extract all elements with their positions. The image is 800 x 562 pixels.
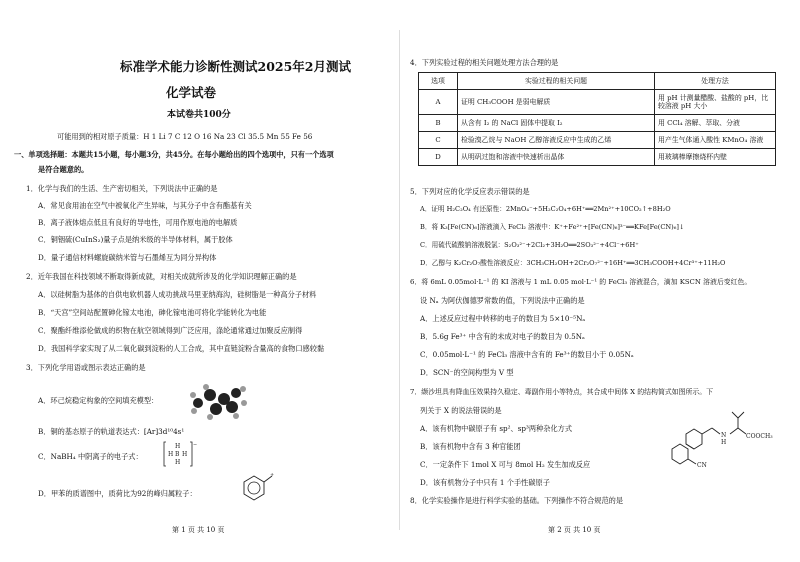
exam-subtitle: 化学试卷 [166, 85, 217, 100]
q1-option-d: D．量子通信材料螺旋碳纳米管与石墨烯互为同分异构体 [38, 253, 217, 262]
svg-text:H: H [168, 451, 174, 458]
q6-option-a: A．上述反应过程中转移的电子的数目为 5×10⁻⁵Nₐ [420, 314, 586, 323]
q5-stem: 5．下列对应的化学反应表示错误的是 [410, 187, 530, 196]
q8-stem: 8．化学实验操作是进行科学实验的基础。下列操作不符合规范的是 [410, 496, 624, 505]
q7-option-c: C．一定条件下 1mol X 可与 8mol H₂ 发生加成反应 [420, 460, 591, 469]
table-cell: 证明 CH₃COOH 是弱电解质 [458, 90, 655, 115]
valsartan-intermediate-structure-icon [638, 398, 788, 474]
q2-stem: 2．近年我国在科技领域不断取得新成就，对相关成就所涉及的化学知识理解正确的是 [26, 272, 297, 281]
q6-stem: 6．将 6mL 0.05mol·L⁻¹ 的 KI 溶液与 1 mL 0.05 mol·L⁻¹ 的 FeCl₃ 溶液混合，滴加 KSCN 溶液后变红色。 [410, 278, 752, 286]
svg-text:+: + [270, 472, 275, 478]
q6-option-b: B．5.6g Fe³⁺ 中含有的未成对电子的数目为 0.5Nₐ [420, 332, 585, 341]
table-cell: 从含有 I₂ 的 NaCl 固体中提取 I₂ [458, 115, 655, 132]
table-cell: 从明矾过饱和溶液中快速析出晶体 [458, 149, 655, 166]
page-2-footer: 第 2 页 共 10 页 [548, 526, 601, 534]
exam-page-2 [400, 0, 800, 562]
table-cell: D [419, 149, 458, 166]
table-row [419, 149, 776, 166]
q7-label-n: N [721, 432, 727, 439]
q2-option-d: D．我国科学家实现了从二氧化碳到淀粉的人工合成，其中直链淀粉含量高的食物口感较黏 [38, 344, 325, 353]
atomic-masses: 可能用到的相对原子质量：H 1 Li 7 C 12 O 16 Na 23 Cl 35.5 Mn 55 Fe 56 [57, 132, 313, 141]
table-row [419, 115, 776, 132]
table-cell: B [419, 115, 458, 132]
svg-text:H: H [175, 443, 181, 450]
table-header: 实验过程的相关问题 [458, 73, 655, 90]
table-header: 选项 [419, 73, 458, 90]
section-heading-2: 是符合题意的。 [38, 165, 89, 174]
q7-label-h: H [721, 439, 727, 446]
q2-option-b: B．“天宫”空间站配置砷化镓太电池，砷化镓电池可将化学能转化为电能 [38, 308, 267, 317]
q7-stem-2: 列关于 X 的说法错误的是 [420, 406, 502, 415]
page-1-footer: 第 1 页 共 10 页 [172, 526, 225, 534]
q6-stem-2: 设 Nₐ 为阿伏伽德罗常数的值，下列说法中正确的是 [420, 296, 585, 305]
q5-option-a: A．证明 H₂C₂O₄ 有还原性：2MnO₄⁻+5H₂C₂O₄+6H⁺══2Mn²⁺+10CO₂↑+8H₂O [420, 205, 671, 213]
q2-option-c: C．聚酯纤维添伦做成的织物在航空领域得到广泛应用，涤纶通常通过加聚反应制得 [38, 326, 303, 335]
q7-option-a: A．该有机物中碳原子有 sp²、sp³两种杂化方式 [420, 424, 573, 433]
table-cell: 用产生气体通入酸性 KMnO₄ 溶液 [655, 132, 776, 149]
q3-stem: 3．下列化学用语或图示表达正确的是 [26, 363, 146, 372]
q3-option-d: D．甲苯的质谱图中，质荷比为92的峰归属粒子： [38, 489, 197, 498]
q5-option-c: C．用硫代硫酸钠溶液脱氯：S₂O₃²⁻+2Cl₂+3H₂O══2SO₃²⁻+4Cl⁻+6H⁺ [420, 241, 639, 249]
q1-stem: 1．化学与我们的生活、生产密切相关，下列说法中正确的是 [26, 184, 218, 193]
svg-text:B: B [175, 451, 180, 458]
score-note: 本试卷共100分 [167, 110, 231, 120]
section-heading: 一、单项选择题：本题共15小题，每小题3分，共45分。在每小题给出的四个选项中，只有一个选项 [14, 150, 334, 159]
q7-option-b: B．该有机物中含有 3 种官能团 [420, 442, 521, 451]
toluene-ion-structure-icon [230, 472, 276, 510]
borohydride-electron-structure-icon [163, 440, 199, 468]
svg-text:H: H [182, 451, 188, 458]
cyclohexane-model-icon [188, 383, 250, 421]
q4-stem: 4．下列实验过程的相关问题处理方法合理的是 [410, 58, 559, 67]
svg-text:−: − [193, 442, 198, 448]
q6-option-c: C．0.05mol·L⁻¹ 的 FeCl₃ 溶液中含有的 Fe³⁺的数目小于 0.05Nₐ [420, 350, 634, 359]
table-header: 处理方法 [655, 73, 776, 90]
table-header-row [419, 73, 776, 90]
table-cell: C [419, 132, 458, 149]
q3-option-b: B．铜的基态原子的轨道表达式：[Ar]3d¹⁰4s¹ [38, 427, 185, 436]
q7-option-d: D．该有机物分子中只有 1 个手性碳原子 [420, 478, 550, 487]
q1-option-a: A．常见食用油在空气中被氧化产生异味，与其分子中含有酯基有关 [38, 201, 252, 210]
table-cell: 用玻璃棒摩擦烧杯内壁 [655, 149, 776, 166]
table-cell: 用 pH 计测量醋酸、盐酸的 pH，比较溶液 pH 大小 [655, 90, 776, 115]
q3-option-a: A．环己烷稳定构象的空间填充模型： [38, 396, 159, 405]
q2-option-a: A．以硅树脂为基体的自供电软机器人成功挑战马里亚纳海沟，硅树脂是一种高分子材料 [38, 290, 317, 299]
q4-table [418, 72, 776, 166]
exam-title: 标准学术能力诊断性测试2025年2月测试 [120, 59, 351, 74]
q3-option-c: C．NaBH₄ 中阴离子的电子式： [38, 452, 143, 461]
q1-option-b: B．离子液体熔点低且有良好的导电性，可用作原电池的电解质 [38, 218, 238, 227]
table-cell: A [419, 90, 458, 115]
q5-option-d: D．乙醇与 K₂Cr₂O₇酸性溶液反应：3CH₃CH₂OH+2Cr₂O₇²⁻+16H⁺══3CH₃COOH+4Cr³⁺+11H₂O [420, 259, 726, 267]
table-row [419, 90, 776, 115]
q7-label-cn: CN [697, 462, 707, 469]
svg-text:H: H [175, 459, 181, 466]
table-cell: 检验溴乙烷与 NaOH 乙醇溶液反应中生成的乙烯 [458, 132, 655, 149]
table-row [419, 132, 776, 149]
q5-option-b: B．将 K₃[Fe(CN)₆]溶液滴入 FeCl₂ 溶液中：K⁺+Fe²⁺+[Fe(CN)₆]³⁻══KFe[Fe(CN)₆]↓ [420, 223, 685, 231]
q7-label-cooch3: COOCH₃ [746, 433, 773, 440]
q6-option-d: D．SCN⁻的空间构型为 V 型 [420, 368, 514, 377]
q7-stem: 7．缬沙坦具有降血压效果持久稳定、毒副作用小等特点，其合成中间体 X 的结构简式如图所示。下 [410, 388, 714, 396]
q1-option-c: C．铜铟硫(CuInS₂)量子点是纳米级的半导体材料，属于胶体 [38, 235, 233, 244]
table-cell: 用 CCl₄ 溶解、萃取、分液 [655, 115, 776, 132]
